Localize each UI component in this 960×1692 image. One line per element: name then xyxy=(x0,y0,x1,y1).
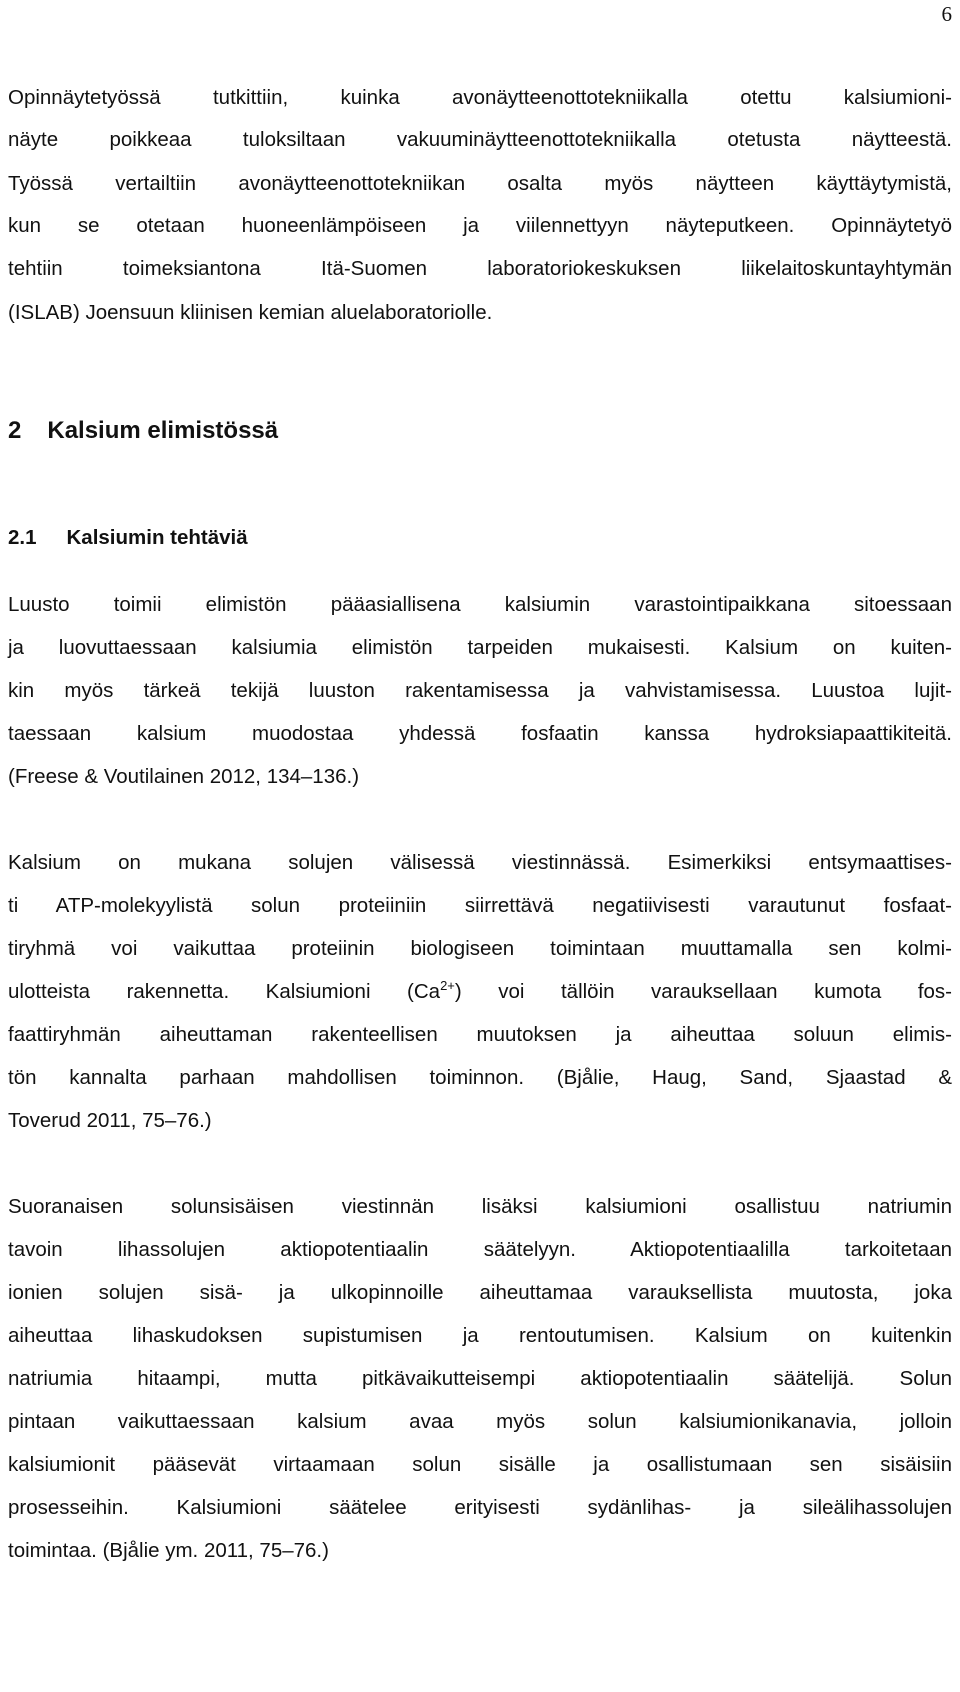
text-line: tiryhmä voi vaikuttaa proteiinin biologiseen toimintaan muuttamalla sen kolmi- xyxy=(8,937,952,960)
text-line: ionien solujen sisä- ja ulkopinnoille aiheuttamaa varauksellista muutosta, joka xyxy=(8,1281,952,1304)
text-line: Toverud 2011, 75–76.) xyxy=(8,1109,212,1132)
text-line: pintaan vaikuttaessaan kalsium avaa myös solun kalsiumionikanavia, jolloin xyxy=(8,1410,952,1433)
text-line: ja luovuttaessaan kalsiumia elimistön tarpeiden mukaisesti. Kalsium on kuiten- xyxy=(8,636,952,659)
subsection-number: 2.1 xyxy=(8,526,37,549)
text-line: kin myös tärkeä tekijä luuston rakentamisessa ja vahvistamisessa. Luustoa lujit- xyxy=(8,679,952,702)
text-line: faattiryhmän aiheuttaman rakenteellisen muutoksen ja aiheuttaa soluun elimis- xyxy=(8,1023,952,1046)
subsection-title: Kalsiumin tehtäviä xyxy=(66,526,248,549)
text-line xyxy=(8,979,952,1005)
superscript: 2+ xyxy=(440,978,455,993)
text-span: ) voi tällöin varauksellaan kumota fos- xyxy=(454,980,953,1003)
text-line: Työssä vertailtiin avonäytteenottotekniikan osalta myös näytteen käyttäytymistä, xyxy=(8,172,952,195)
text-line: Luusto toimii elimistön pääasiallisena kalsiumin varastointipaikkana sitoessaan xyxy=(8,593,952,616)
text-line: tavoin lihassolujen aktiopotentiaalin säätelyyn. Aktiopotentiaalilla tarkoitetaan xyxy=(8,1238,952,1261)
text-line: (ISLAB) Joensuun kliinisen kemian aluelaboratoriolle. xyxy=(8,301,493,324)
text-line: tön kannalta parhaan mahdollisen toiminnon. (Bjålie, Haug, Sand, Sjaastad & xyxy=(8,1066,952,1089)
subsection-heading xyxy=(8,525,248,551)
text-line: Suoranaisen solunsisäisen viestinnän lisäksi kalsiumioni osallistuu natriumin xyxy=(8,1195,952,1218)
text-line: kalsiumionit pääsevät virtaamaan solun sisälle ja osallistumaan sen sisäisiin xyxy=(8,1453,952,1476)
text-line: prosesseihin. Kalsiumioni säätelee erityisesti sydänlihas- ja sileälihassolujen xyxy=(8,1496,952,1519)
text-line: näyte poikkeaa tuloksiltaan vakuuminäytteenottotekniikalla otetusta näytteestä. xyxy=(8,128,952,151)
text-line: natriumia hitaampi, mutta pitkävaikutteisempi aktiopotentiaalin säätelijä. Solun xyxy=(8,1367,952,1390)
page-number: 6 xyxy=(941,2,952,26)
section-heading xyxy=(8,418,278,444)
text-line: Opinnäytetyössä tutkittiin, kuinka avonäytteenottotekniikalla otettu kalsiumioni- xyxy=(8,86,952,109)
text-line: Kalsium on mukana solujen välisessä viestinnässä. Esimerkiksi entsymaattises- xyxy=(8,851,952,874)
text-line: toimintaa. (Bjålie ym. 2011, 75–76.) xyxy=(8,1539,329,1562)
text-line: (Freese & Voutilainen 2012, 134–136.) xyxy=(8,765,360,788)
text-line: kun se otetaan huoneenlämpöiseen ja viilennettyyn näyteputkeen. Opinnäytetyö xyxy=(8,214,952,237)
text-line: taessaan kalsium muodostaa yhdessä fosfaatin kanssa hydroksiapaattikiteitä. xyxy=(8,722,952,745)
section-title: Kalsium elimistössä xyxy=(47,417,279,444)
text-span: ulotteista rakennetta. Kalsiumioni (Ca xyxy=(8,980,441,1003)
text-line: ti ATP-molekyylistä solun proteiiniin siirrettävä negatiivisesti varautunut fosfaat- xyxy=(8,894,952,917)
section-number: 2 xyxy=(8,417,22,444)
text-line: aiheuttaa lihaskudoksen supistumisen ja rentoutumisen. Kalsium on kuitenkin xyxy=(8,1324,952,1347)
text-line: tehtiin toimeksiantona Itä-Suomen laboratoriokeskuksen liikelaitoskuntayhtymän xyxy=(8,257,952,280)
